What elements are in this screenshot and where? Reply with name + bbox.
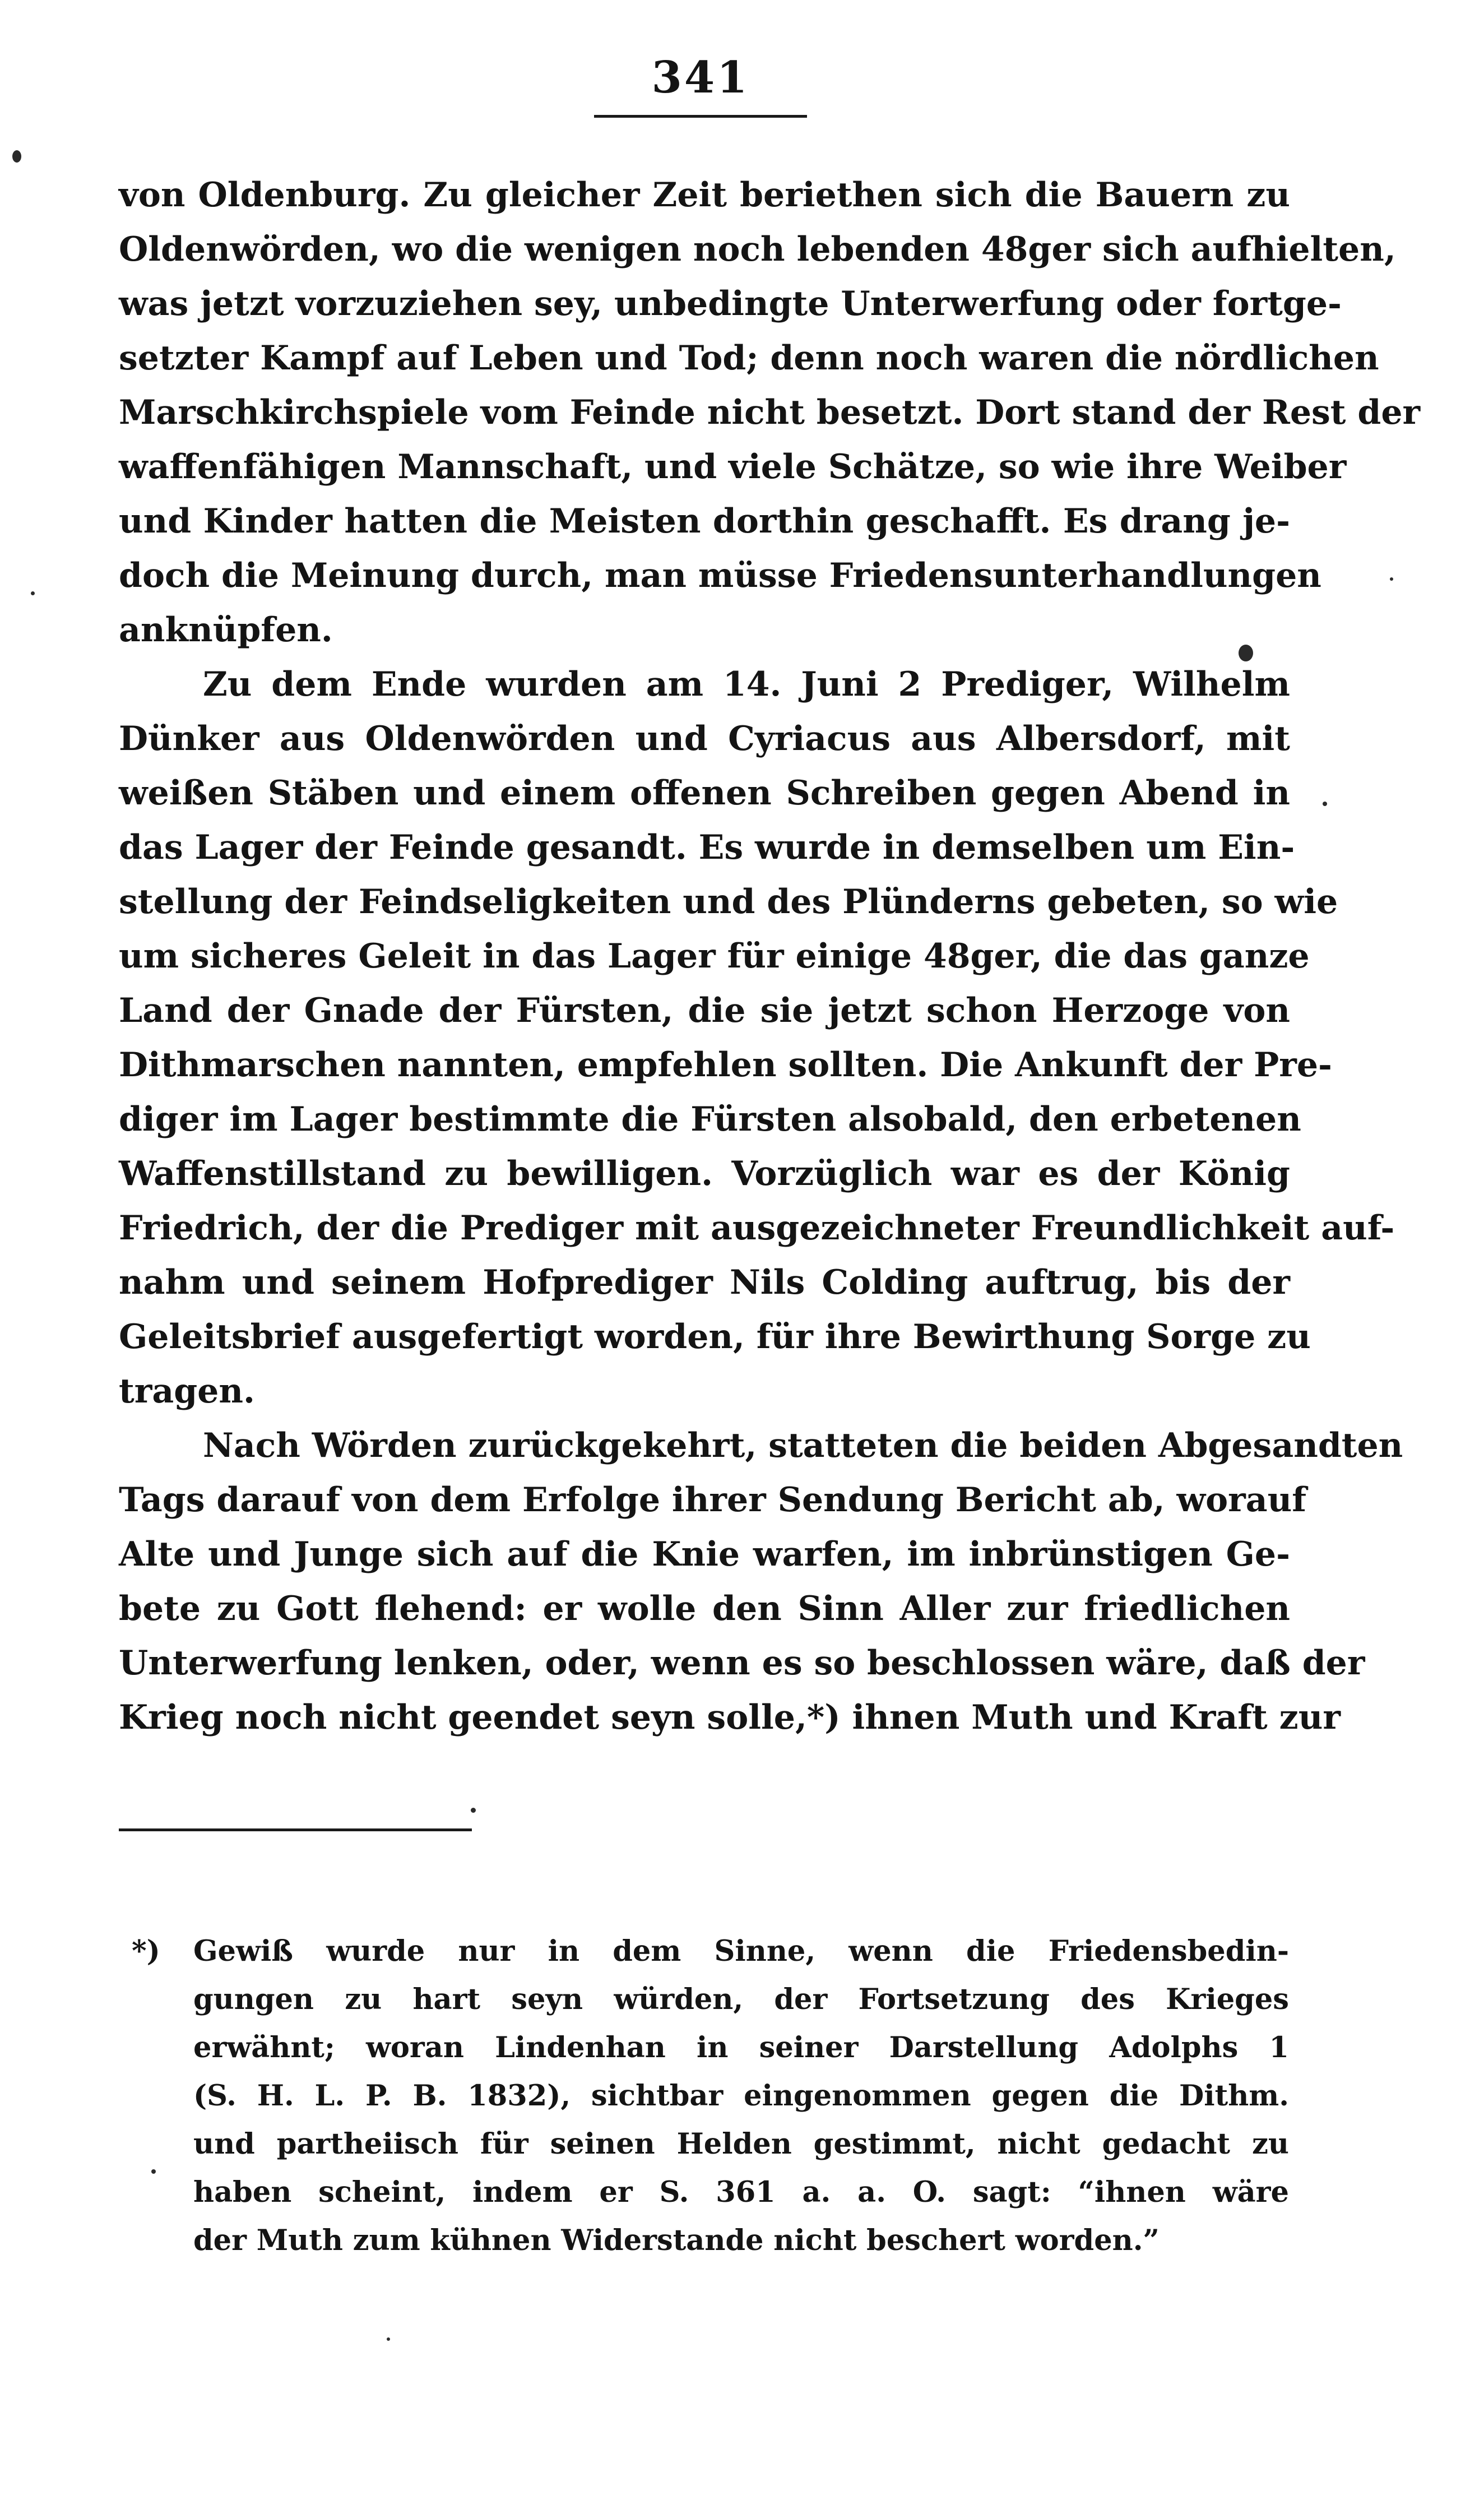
print-speck xyxy=(1323,802,1327,806)
text-line: Land der Gnade der Fürsten, die sie jetzt schon Herzoge von xyxy=(119,991,1290,1030)
text-line: tragen. xyxy=(119,1372,255,1411)
paragraph-1 xyxy=(119,168,1421,658)
print-speck xyxy=(1239,645,1253,661)
text-line: von Oldenburg. Zu gleicher Zeit beriethen sich die Bauern zu xyxy=(119,175,1290,215)
text-line: Krieg noch nicht geendet seyn solle,*) ihnen Muth und Kraft zur xyxy=(119,1698,1341,1737)
text-line: setzter Kampf auf Leben und Tod; denn noch waren die nördlichen xyxy=(119,339,1379,378)
text-line: weißen Stäben und einem offenen Schreiben gegen Abend in xyxy=(119,774,1290,813)
page-number: 341 xyxy=(651,52,750,103)
text-line: Dithmarschen nannten, empfehlen sollten. Die Ankunft der Pre- xyxy=(119,1045,1332,1085)
footnote-line: und partheiisch für seinen Helden gestimmt, nicht gedacht zu xyxy=(193,2127,1289,2161)
text-line: waffenfähigen Mannschaft, und viele Schätze, so wie ihre Weiber xyxy=(119,447,1347,487)
text-line: Alte und Junge sich auf die Knie warfen, im inbrünstigen Ge- xyxy=(119,1535,1290,1574)
body-text xyxy=(119,168,1421,1745)
text-line: Unterwerfung lenken, oder, wenn es so beschlossen wäre, daß der xyxy=(119,1643,1365,1683)
text-line: Nach Wörden zurückgekehrt, statteten die beiden Abgesandten xyxy=(203,1426,1403,1465)
text-line: diger im Lager bestimmte die Fürsten alsobald, den erbetenen xyxy=(119,1100,1301,1139)
footnote-line: erwähnt; woran Lindenhan in seiner Darstellung Adolphs 1 xyxy=(193,2031,1289,2064)
print-speck xyxy=(151,2169,156,2174)
footnote-line: haben scheint, indem er S. 361 a. a. O. sagt: “ihnen wäre xyxy=(193,2175,1289,2209)
text-line: Waffenstillstand zu bewilligen. Vorzüglich war es der König xyxy=(119,1154,1290,1193)
text-line: um sicheres Geleit in das Lager für einige 48ger, die das ganze xyxy=(119,937,1310,976)
footnote-line: Gewiß wurde nur in dem Sinne, wenn die Friedensbedin- xyxy=(193,1934,1289,1968)
text-line: Geleitsbrief ausgefertigt worden, für ihre Bewirthung Sorge zu xyxy=(119,1317,1311,1357)
text-line: Oldenwörden, wo die wenigen noch lebenden 48ger sich aufhielten, xyxy=(119,230,1396,269)
header-rule xyxy=(594,115,807,118)
text-line: stellung der Feindseligkeiten und des Plünderns gebeten, so wie xyxy=(119,882,1338,922)
footnote-line: gungen zu hart seyn würden, der Fortsetzung des Krieges xyxy=(193,1983,1289,2016)
text-line: was jetzt vorzuziehen sey, unbedingte Unterwerfung oder fortge- xyxy=(119,284,1342,323)
text-line: bete zu Gott flehend: er wolle den Sinn Aller zur friedlichen xyxy=(119,1589,1290,1628)
footnote-line: (S. H. L. P. B. 1832), sichtbar eingenommen gegen die Dithm. xyxy=(193,2079,1289,2113)
text-line: Dünker aus Oldenwörden und Cyriacus aus Albersdorf, mit xyxy=(119,719,1290,758)
print-speck xyxy=(31,591,35,595)
paragraph-2 xyxy=(119,658,1395,1419)
footnote-marker: *) xyxy=(132,1934,160,1968)
paragraph-3 xyxy=(119,1419,1403,1745)
text-line: das Lager der Feinde gesandt. Es wurde in demselben um Ein- xyxy=(119,828,1295,867)
text-line: Marschkirchspiele vom Feinde nicht besetzt. Dort stand der Rest der xyxy=(119,393,1421,432)
text-line: und Kinder hatten die Meisten dorthin geschafft. Es drang je- xyxy=(119,502,1290,541)
print-speck xyxy=(387,2337,390,2341)
text-line: nahm und seinem Hofprediger Nils Colding auftrug, bis der xyxy=(119,1263,1290,1302)
footnote xyxy=(132,1927,1289,2265)
text-line: anknüpfen. xyxy=(119,610,333,650)
text-line: Zu dem Ende wurden am 14. Juni 2 Prediger, Wilhelm xyxy=(203,665,1290,704)
print-speck xyxy=(471,1808,476,1813)
print-speck xyxy=(12,150,21,163)
print-speck xyxy=(1390,577,1393,581)
text-line: doch die Meinung durch, man müsse Friedensunterhandlungen xyxy=(119,556,1321,595)
text-line: Friedrich, der die Prediger mit ausgezeichneter Freundlichkeit auf- xyxy=(119,1209,1395,1248)
text-line: Tags darauf von dem Erfolge ihrer Sendung Bericht ab, worauf xyxy=(119,1480,1307,1520)
footnote-line: der Muth zum kühnen Widerstande nicht beschert worden.” xyxy=(193,2224,1160,2257)
footnote-rule xyxy=(119,1828,472,1831)
